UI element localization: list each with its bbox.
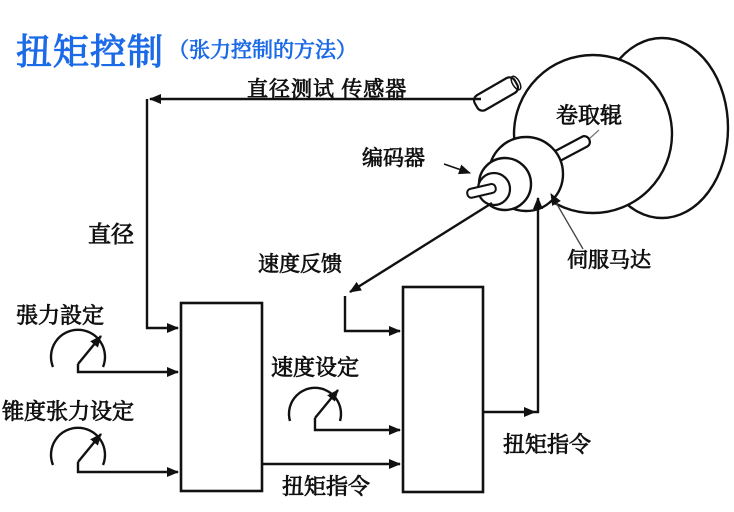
speed-dial-needle bbox=[315, 390, 338, 418]
title-main-text: 扭矩控制 bbox=[16, 31, 165, 72]
taper-input-line bbox=[78, 462, 178, 472]
left-controller-block bbox=[181, 303, 262, 491]
speed-setting-label: 速度设定 bbox=[271, 355, 360, 380]
tension-input-line bbox=[78, 364, 178, 372]
encoder-drawing bbox=[466, 173, 510, 205]
taper-dial-arc bbox=[51, 428, 105, 465]
sensor-body bbox=[472, 75, 520, 113]
tension-setting-label: 張力設定 bbox=[16, 303, 105, 328]
tension-dial-needle bbox=[78, 336, 101, 364]
torque-command-right-line bbox=[483, 198, 538, 417]
sensor-drawing bbox=[472, 75, 523, 113]
diameter-label: 直径 bbox=[88, 222, 134, 247]
diameter-sensor-label: 直径测试 传感器 bbox=[247, 77, 408, 101]
right-controller-block bbox=[403, 287, 483, 492]
torque-command-right-label: 扭矩指令 bbox=[503, 432, 592, 457]
servo-motor-label: 伺服马达 bbox=[567, 248, 651, 272]
encoder-label: 编码器 bbox=[362, 146, 425, 170]
winding-roller-label: 卷取辊 bbox=[556, 103, 623, 128]
torque-command-left-label: 扭矩指令 bbox=[282, 474, 371, 499]
speed-feedback-label: 速度反馈 bbox=[258, 252, 342, 276]
title-sub-text: （张力控制的方法） bbox=[168, 39, 358, 62]
slide-title bbox=[16, 24, 357, 75]
encoder-leader-line bbox=[444, 164, 470, 173]
tension-dial-arc bbox=[51, 330, 105, 367]
tension-dial bbox=[51, 330, 178, 372]
taper-dial-needle bbox=[78, 434, 101, 462]
speed-input-line bbox=[315, 418, 400, 430]
speed-dial-arc bbox=[289, 388, 341, 421]
torque-corner-arrowhead bbox=[524, 407, 536, 417]
taper-tension-dial bbox=[51, 428, 178, 472]
speed-dial bbox=[289, 388, 400, 430]
taper-tension-setting-label: 锥度张力设定 bbox=[2, 399, 135, 424]
